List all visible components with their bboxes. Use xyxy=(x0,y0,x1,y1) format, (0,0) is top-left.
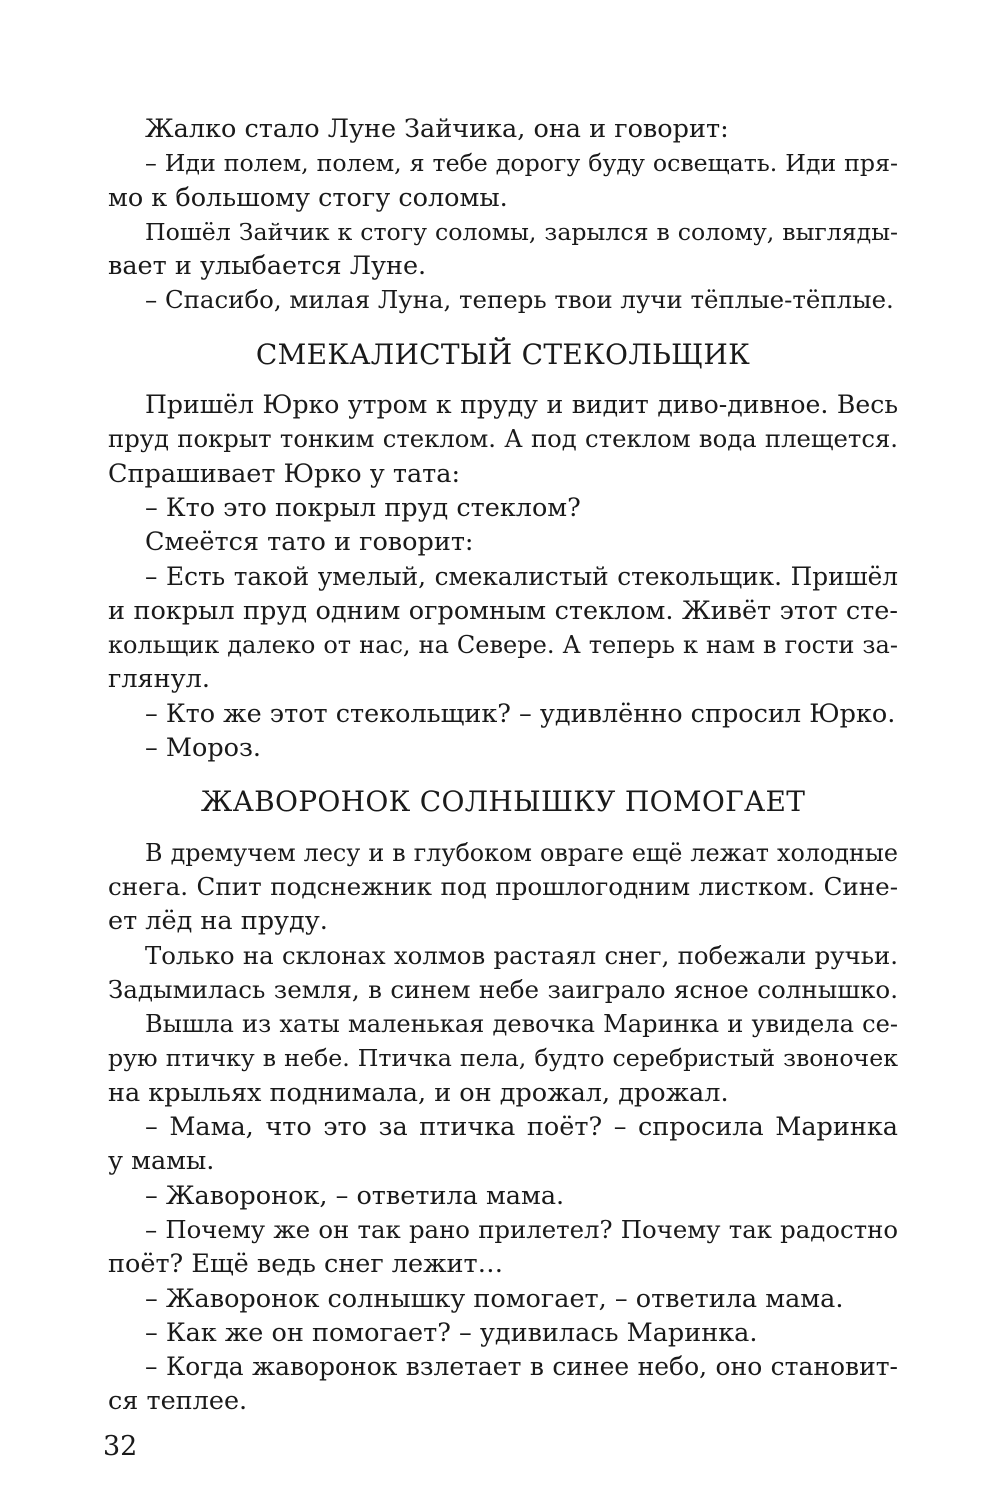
text-line: Пришёл Юрко утром к пруду и видит диво-дивное. Весь xyxy=(145,390,898,420)
text-line: мо к большому стогу соломы. xyxy=(108,182,508,213)
story-title: ЖАВОРОНОК СОЛНЫШКУ ПОМОГАЕТ xyxy=(200,785,806,819)
page-number: 32 xyxy=(103,1431,138,1462)
text-line: – Спасибо, милая Луна, теперь твои лучи тёплые-тёплые. xyxy=(145,285,894,315)
text-line: и покрыл пруд одним огромным стеклом. Живёт этот сте- xyxy=(108,595,898,626)
text-line: – Мороз. xyxy=(145,733,262,764)
text-line: – Кто же этот стекольщик? – удивлённо спросил Юрко. xyxy=(145,698,896,729)
text-line: Смеётся тато и говорит: xyxy=(145,527,474,558)
text-line: снега. Спит подснежник под прошлогодним листком. Сине- xyxy=(108,871,898,901)
story-title: СМЕКАЛИСТЫЙ СТЕКОЛЬЩИК xyxy=(255,337,751,371)
text-line: Спрашивает Юрко у тата: xyxy=(108,458,461,489)
page-body xyxy=(108,112,898,1419)
text-line: ся теплее. xyxy=(108,1386,248,1417)
text-line: пруд покрыт тонким стеклом. А под стеклом вода плещется. xyxy=(108,424,898,454)
text-line: – Мама, что это за птичка поёт? – спросила Маринка xyxy=(145,1112,898,1143)
text-line: на крыльях поднимала, и он дрожал, дрожал. xyxy=(108,1077,729,1108)
text-line: – Жаворонок, – ответила мама. xyxy=(145,1180,565,1211)
text-line: – Кто это покрыл пруд стеклом? xyxy=(145,492,581,523)
text-line: В дремучем лесу и в глубоком овраге ещё лежат холодные xyxy=(145,838,898,867)
story-continuation xyxy=(108,112,898,318)
text-line: поёт? Ещё ведь снег лежит… xyxy=(108,1249,504,1280)
text-line: Только на склонах холмов растаял снег, побежали ручьи. xyxy=(145,940,898,970)
text-line: кольщик далеко от нас, на Севере. А теперь к нам в гости за- xyxy=(108,631,898,660)
text-line: рую птичку в небе. Птичка пела, будто серебристый звоночек xyxy=(108,1044,898,1073)
text-line: глянул. xyxy=(108,664,210,695)
text-line: у мамы. xyxy=(108,1146,215,1177)
text-line: ет лёд на пруду. xyxy=(108,906,328,937)
text-line: – Когда жаворонок взлетает в синее небо, оно становит- xyxy=(145,1352,898,1382)
text-line: – Как же он помогает? – удивилась Маринка. xyxy=(145,1317,758,1348)
text-line: Вышла из хаты маленькая девочка Маринка и увидела се- xyxy=(145,1010,898,1039)
story-body xyxy=(108,388,898,765)
text-line: – Почему же он так рано прилетел? Почему так радостно xyxy=(145,1214,898,1244)
text-line: – Есть такой умелый, смекалистый стекольщик. Пришёл xyxy=(145,561,898,591)
text-line: – Жаворонок солнышку помогает, – ответила мама. xyxy=(145,1283,844,1314)
text-line: вает и улыбается Луне. xyxy=(108,251,427,282)
text-line: Жалко стало Луне Зайчика, она и говорит: xyxy=(145,114,729,144)
text-line: Пошёл Зайчик к стогу соломы, зарылся в солому, выгляды- xyxy=(145,217,898,246)
text-line: – Иди полем, полем, я тебе дорогу буду освещать. Иди пря- xyxy=(145,149,898,178)
story-body xyxy=(108,836,898,1419)
text-line: Задымилась земля, в синем небе заиграло ясное солнышко. xyxy=(108,974,898,1004)
